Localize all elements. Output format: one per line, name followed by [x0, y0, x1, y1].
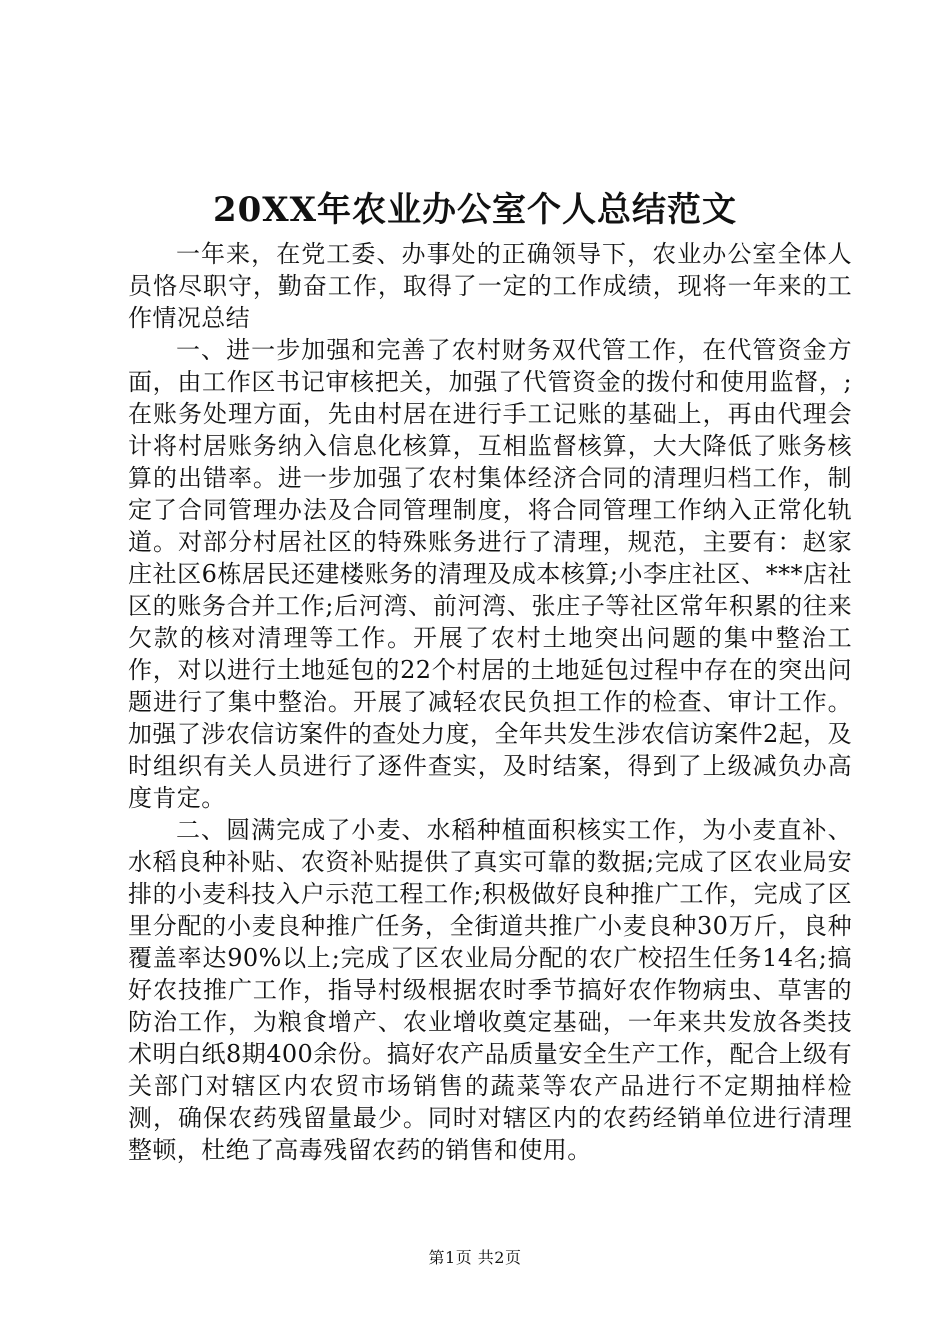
document-title: 20XX年农业办公室个人总结范文 [212, 190, 738, 230]
paragraph-intro: 一年来，在党工委、办事处的正确领导下，农业办公室全体人员恪尽职守，勤奋工作，取得了一定的工作成绩，现将一年来的工作情况总结 [128, 240, 852, 332]
paragraph-section-2: 二、圆满完成了小麦、水稻种植面积核实工作，为小麦直补、水稻良种补贴、农资补贴提供了真实可靠的数据;完成了区农业局安排的小麦科技入户示范工程工作;积极做好良种推广工作，完成了区里分配的小麦良种推广任务，全街道共推广小麦良种30万斤，良种覆盖率达90%以上;完成了区农业局分配的农广校招生任务14名;搞好农技推广工作，指导村级根据农时季节搞好农作物病虫、草害的防治工作，为粮食增产、农业增收奠定基础，一年来共发放各类技术明白纸8期400余份。搞好农产品质量安全生产工作，配合上级有关部门对辖区内农贸市场销售的蔬菜等农产品进行不定期抽样检测，确保农药残留量最少。同时对辖区内的农药经销单位进行清理整顿，杜绝了高毒残留农药的销售和使用。 [128, 816, 852, 1164]
document-body [128, 238, 852, 1166]
paragraph-section-1: 一、进一步加强和完善了农村财务双代管工作，在代管资金方面，由工作区书记审核把关，加强了代管资金的拨付和使用监督，;在账务处理方面，先由村居在进行手工记账的基础上，再由代理会计将村居账务纳入信息化核算，互相监督核算，大大降低了账务核算的出错率。进一步加强了农村集体经济合同的清理归档工作，制定了合同管理办法及合同管理制度，将合同管理工作纳入正常化轨道。对部分村居社区的特殊账务进行了清理，规范，主要有：赵家庄社区6栋居民还建楼账务的清理及成本核算;小李庄社区、***店社区的账务合并工作;后河湾、前河湾、张庄子等社区常年积累的往来欠款的核对清理等工作。开展了农村土地突出问题的集中整治工作，对以进行土地延包的22个村居的土地延包过程中存在的突出问题进行了集中整治。开展了减轻农民负担工作的检查、审计工作。加强了涉农信访案件的查处力度，全年共发生涉农信访案件2起，及时组织有关人员进行了逐件查实，及时结案，得到了上级减负办高度肯定。 [128, 336, 852, 812]
page-footer: 第1页 共2页 [428, 1248, 522, 1267]
